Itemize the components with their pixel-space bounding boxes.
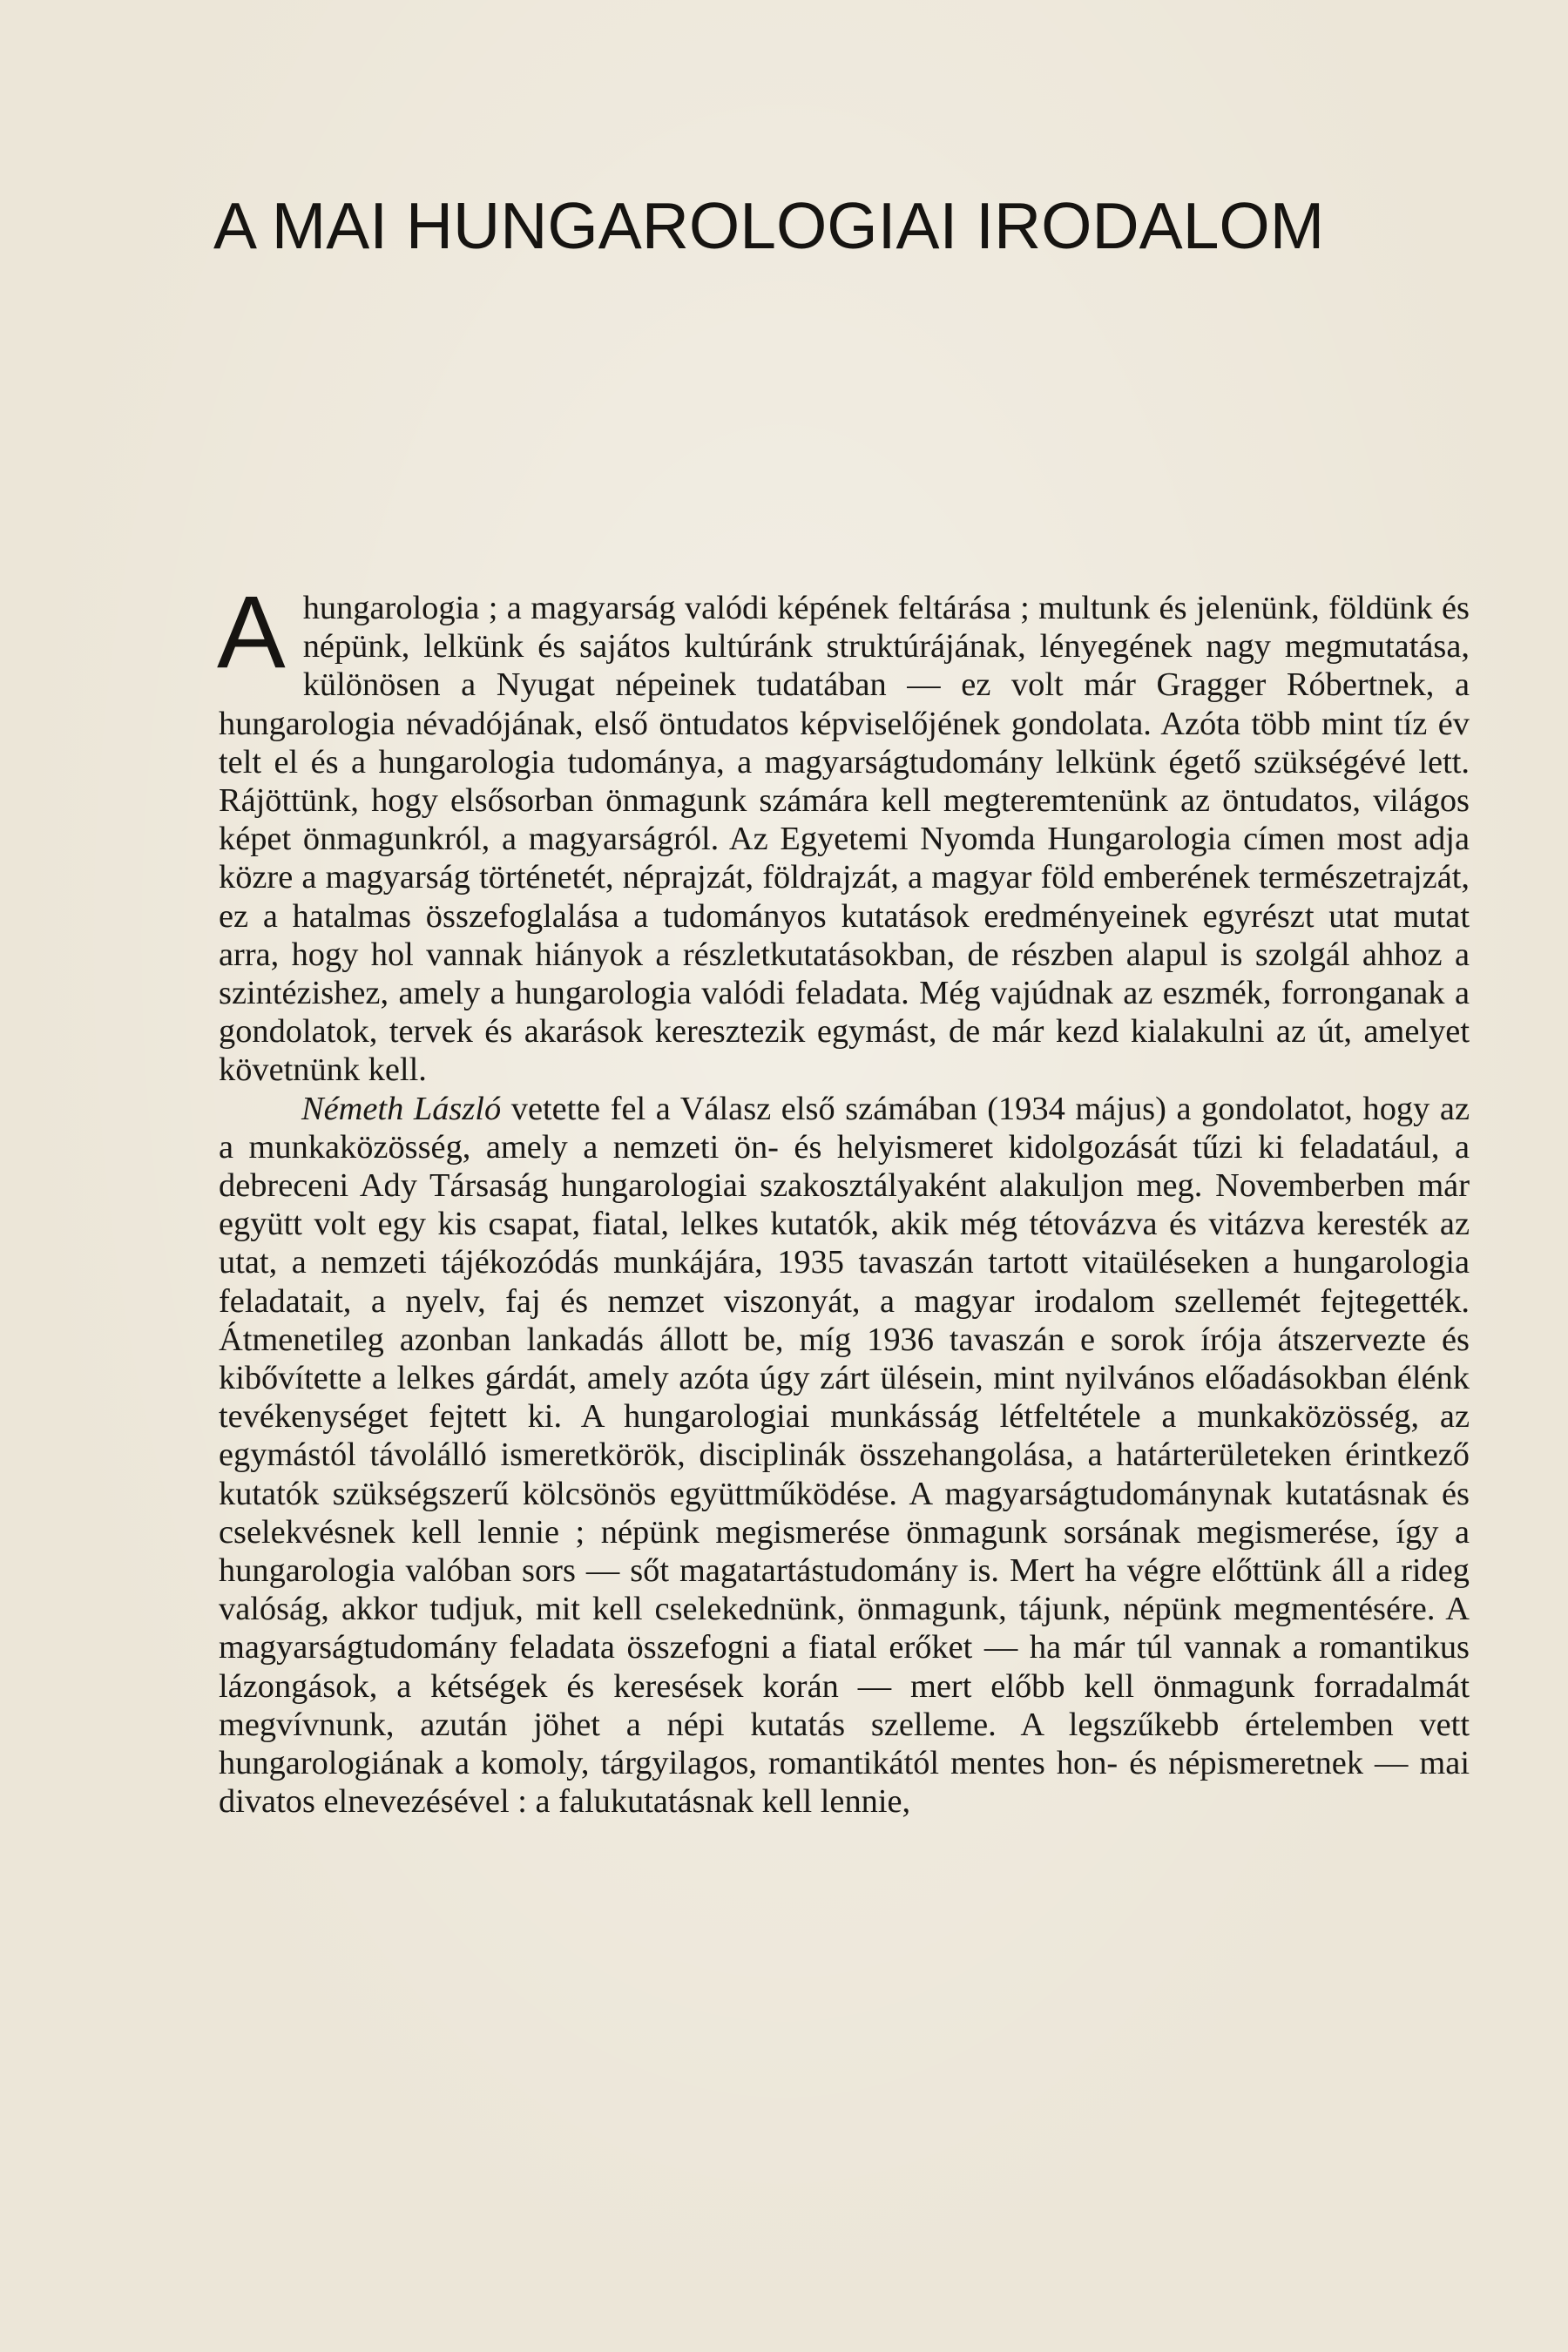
author-name: Németh László bbox=[301, 1090, 502, 1127]
paragraph-2-text: vetette fel a Válasz első számában (1934 május) a gondolatot, hogy az a munkaközösség, amely a nemzeti ön- és helyismeret kidolgozását tűzi ki feladatául, a debreceni Ady Társaság hungarologiai szakosztályaként alakuljon meg. Novemberben már együtt volt egy kis csapat, fiatal, lelkes kutatók, akik még tétovázva és vitázva keresték az utat, a nemzeti tájékozódás munkájára, 1935 tavaszán tartott vitaüléseken a hungarologia feladatait, a nyelv, faj és nemzet viszonyát, a magyar irodalom szellemét fejtegették. Átmenetileg azonban lankadás állott be, míg 1936 tavaszán e sorok írója átszervezte és kibővítette a lelkes gárdát, amely azóta úgy zárt ülésein, mint nyilvános előadásokban élénk tevékenységet fejtett ki. A hungarologiai munkásság létfeltétele a munkaközösség, az egymástól távolálló ismeretkörök, disciplinák összehangolása, a határterületeken érintkező kutatók szükségszerű kölcsönös együttműködése. A magyarságtudománynak kutatásnak és cselekvésnek kell lennie ; népünk megismerése önmagunk sorsának megismerése, így a hungarologia valóban sors — sőt magatartástudomány is. Mert ha végre előttünk áll a rideg valóság, akkor tudjuk, mit kell cselekednünk, önmagunk, tájunk, népünk megmentésére. A magyarságtudomány feladata összefogni a fiatal erőket — ha már túl vannak a romantikus lázongások, a kétségek és keresések korán — mert előbb kell önmagunk forradalmát megvívnunk, azután jöhet a népi kutatás szelleme. A legszűkebb értelemben vett hungarologiának a komoly, tárgyilagos, romantikától mentes hon- és népismeretnek — mai divatos elnevezésével : a falukutatásnak kell lennie, bbox=[219, 1090, 1470, 1821]
paragraph-1 bbox=[217, 575, 1470, 1090]
article-body bbox=[217, 575, 1470, 1821]
paragraph-1-text: hungarologia ; a magyarság valódi képének feltárása ; multunk és jelenünk, földünk és népünk, lelkünk és sajátos kultúránk struktúrájának, lényegének nagy megmutatása, különösen a Nyugat népeinek tudatában — ez volt már Gragger Róbertnek, a hungarologia névadójának, első öntudatos képviselőjének gondolata. Azóta több mint tíz év telt el és a hungarologia tudománya, a magyarságtudomány lelkünk égető szükségévé lett. Rájöttünk, hogy elsősorban önmagunk számára kell megteremtenünk az öntudatos, világos képet önmagunkról, a magyarságról. Az Egyetemi Nyomda Hungarologia címen most adja közre a magyarság történetét, néprajzát, földrajzát, a magyar föld emberének természetrajzát, ez a hatalmas összefoglalása a tudományos kutatások eredményeinek egyrészt utat mutat arra, hogy hol vannak hiányok a részletkutatásokban, de részben alapul is szolgál ahhoz a szintézishez, amely a hungarologia valódi feladata. Még vajúdnak az eszmék, forronganak a gondolatok, tervek és akarások keresztezik egymást, de már kezd kialakulni az út, amelyet követnünk kell. bbox=[219, 590, 1470, 1089]
drop-cap: A bbox=[217, 575, 286, 690]
article-title: A MAI HUNGAROLOGIAI IRODALOM bbox=[213, 189, 1325, 263]
paragraph-2 bbox=[219, 1090, 1470, 1821]
